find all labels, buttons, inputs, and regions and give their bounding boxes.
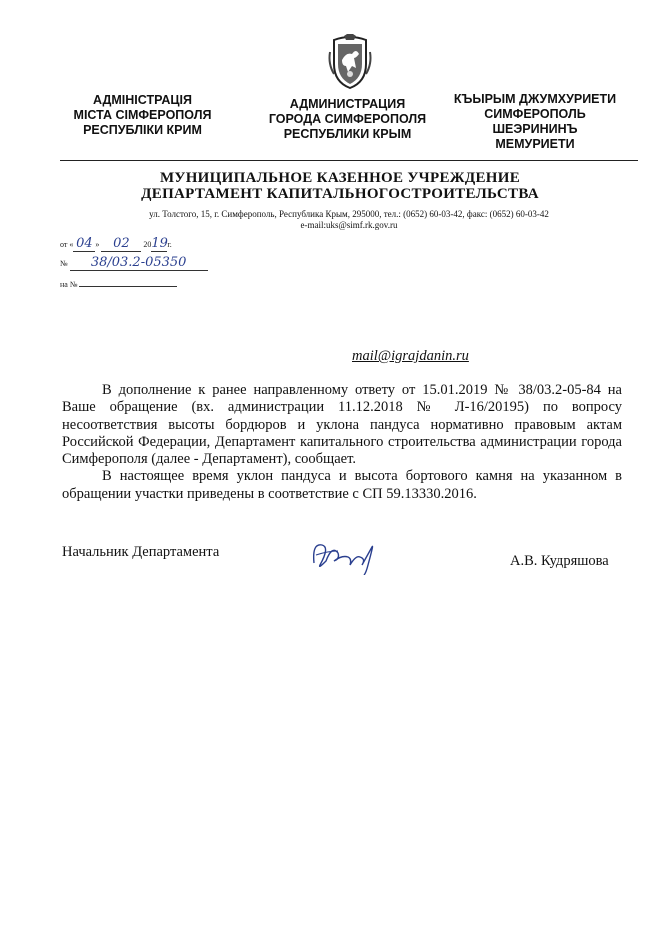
date-mid: » [95,240,100,249]
date-day: 04 [73,236,95,252]
organization-email: e-mail:uks@simf.rk.gov.ru [300,220,398,230]
header-crimean-tatar-line: МЕМУРИЕТИ [495,137,575,151]
organization-address: ул. Толстого, 15, г. Симферополь, Республика Крым, 295000, тел.: (0652) 60-03-42, факс: (0652) 60-03-42 [149,209,549,219]
organization-contacts [60,209,638,231]
handwritten-signature-icon [308,535,388,575]
header-ukrainian-line: РЕСПУБЛІКИ КРИМ [83,123,202,137]
organization-line2: ДЕПАРТАМЕНТ КАПИТАЛЬНОГОСТРОИТЕЛЬСТВА [141,186,539,202]
organization-name [100,170,580,202]
signatory-name: А.В. Кудряшова [510,553,609,569]
header-ukrainian-line: АДМІНІСТРАЦІЯ [93,93,192,107]
header-crimean-tatar-line: КЪЫРЫМ ДЖУМХУРИЕТИ [453,92,617,106]
reply-number [79,277,177,287]
header-russian [250,97,445,142]
number-label: № [60,259,68,268]
header-crimean-tatar-line: СИМФЕРОПОЛЬ [484,107,586,121]
date-month: 02 [101,236,141,252]
header-russian-line: РЕСПУБЛИКИ КРЫМ [283,127,412,141]
header-divider [60,160,638,161]
coat-of-arms-icon [326,34,374,90]
outgoing-number: 38/03.2-05350 [70,255,208,271]
letter-body [62,382,622,503]
header-ukrainian-line: МІСТА СІМФЕРОПОЛЯ [73,108,212,122]
recipient-email: mail@igrajdanin.ru [352,348,469,364]
registration-date [60,236,172,252]
header-russian-line: АДМИНИСТРАЦИЯ [289,97,406,111]
header-russian-line: ГОРОДА СИМФЕРОПОЛЯ [268,112,427,126]
date-year: 19 [151,236,168,251]
date-prefix: от « [60,240,74,249]
date-year-end: г. [167,240,172,249]
date-year-prefix: 20 [143,240,152,249]
signatory-title: Начальник Департамента [62,544,220,560]
reply-label: на № [60,280,78,289]
organization-line1: МУНИЦИПАЛЬНОЕ КАЗЕННОЕ УЧРЕЖДЕНИЕ [159,170,521,186]
body-paragraph: В дополнение к ранее направленному ответу от 15.01.2019 № 38/03.2-05-84 на Ваше обращение (вх. администрации 11.12.2018 № Л-16/20195) по вопросу несоответствия высоты бордюров и уклона пандуса нормативно правовым актам Российской Федерации, Департамент капитального строительства администрации города Симферополя (далее - Департамент), сообщает. [62,382,622,468]
header-ukrainian [55,93,230,138]
registration-number [60,255,208,271]
registration-reply [60,277,177,289]
header-crimean-tatar [445,92,625,152]
body-paragraph: В настоящее время уклон пандуса и высота бортового камня на указанном в обращении участки приведены в соответствие с СП 59.13330.2016. [62,468,622,502]
header-crimean-tatar-line: ШЕЭРИНИНЪ [492,122,578,136]
